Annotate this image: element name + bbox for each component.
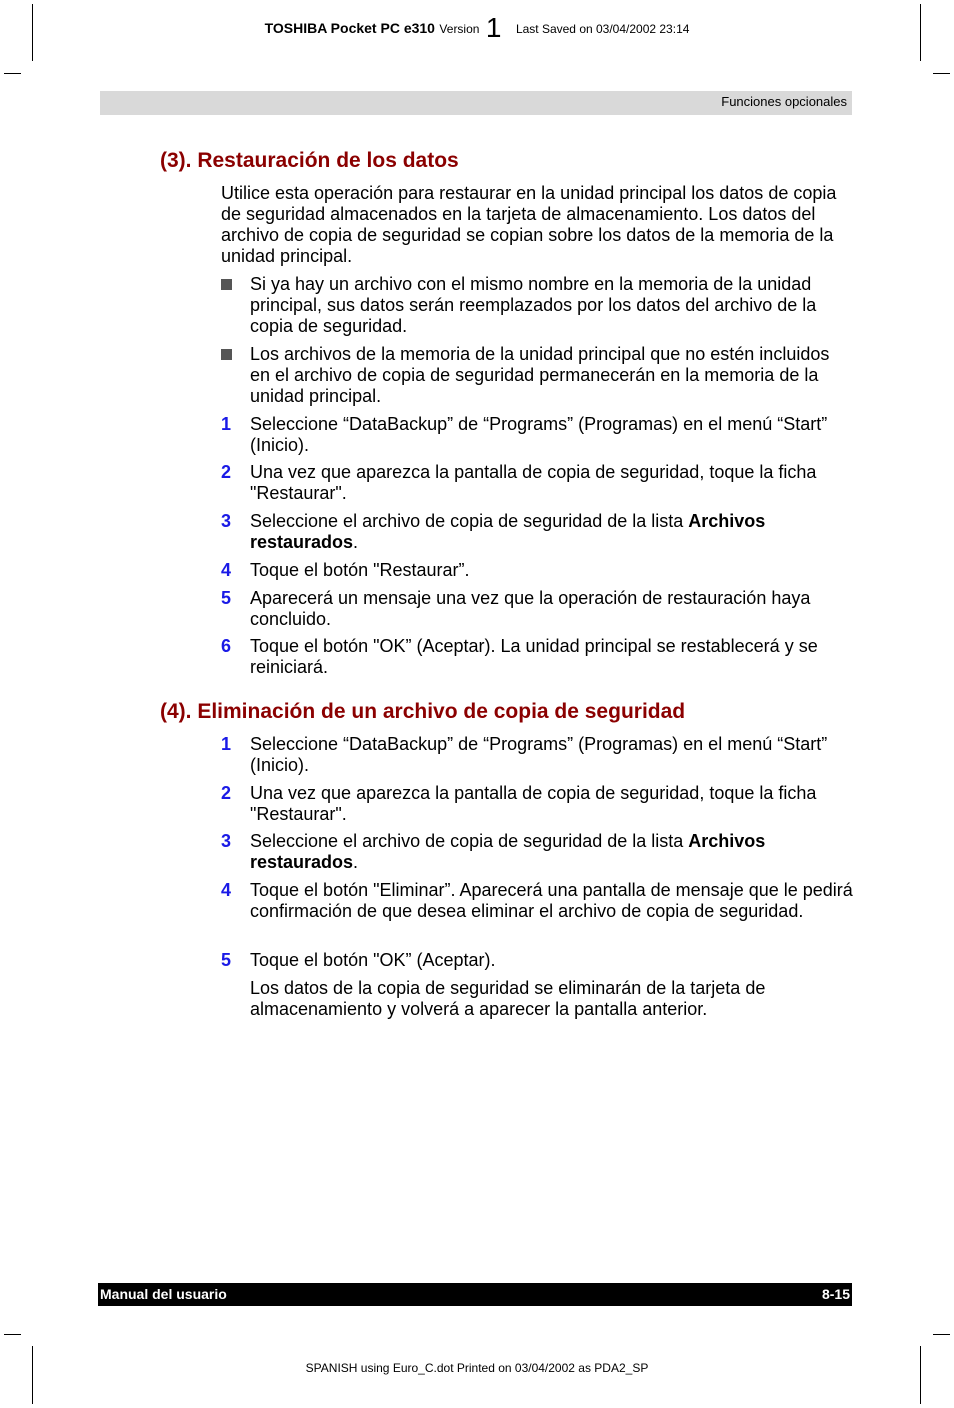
step-number: 2 <box>221 783 232 803</box>
step-number: 1 <box>221 414 232 434</box>
step-item <box>221 462 853 504</box>
list-name: Archivos restaurados <box>250 831 766 872</box>
step-number: 4 <box>221 560 232 580</box>
page-number: 8-15 <box>821 1286 850 1302</box>
crop-mark <box>920 1346 921 1404</box>
step-number: 3 <box>221 511 232 531</box>
step-number: 4 <box>221 880 232 900</box>
bullet-text: Los archivos de la memoria de la unidad principal que no estén incluidos en el archivo de copia de seguridad permanecerán en la memoria de la unidad principal. <box>250 344 830 406</box>
bullet-text: Si ya hay un archivo con el mismo nombre en la memoria de la unidad principal, sus datos serán reemplazados por los datos del archivo de la copia de seguridad. <box>250 274 817 336</box>
last-saved: Last Saved on 03/04/2002 23:14 <box>515 22 690 36</box>
step-item <box>221 560 853 581</box>
step-text: Una vez que aparezca la pantalla de copia de seguridad, toque la ficha "Restaurar". <box>250 783 817 824</box>
step-text: Seleccione “DataBackup” de “Programs” (Programas) en el menú “Start” (Inicio). <box>250 414 828 455</box>
section-4-title: (4). Eliminación de un archivo de copia de seguridad <box>160 700 686 723</box>
square-bullet-icon <box>221 274 241 295</box>
step-number: 5 <box>221 588 232 608</box>
crop-mark <box>4 1334 21 1335</box>
crop-mark <box>32 1346 33 1404</box>
step-item <box>221 950 853 971</box>
step-item <box>221 511 853 553</box>
print-footer: SPANISH using Euro_C.dot Printed on 03/04/2002 as PDA2_SP <box>305 1361 649 1375</box>
version-number: 1 <box>485 12 502 43</box>
bullet-item <box>221 274 853 337</box>
step-item <box>221 880 853 922</box>
step-item <box>221 734 853 776</box>
closing-paragraph: Los datos de la copia de seguridad se eliminarán de la tarjeta de almacenamiento y volverá a aparecer la pantalla anterior. <box>250 978 766 1019</box>
step-item <box>221 636 853 678</box>
step-item <box>221 588 853 630</box>
step-number: 6 <box>221 636 232 656</box>
square-bullet-icon <box>221 344 241 365</box>
list-name: Archivos restaurados <box>250 511 766 552</box>
product-name: TOSHIBA Pocket PC e310 <box>264 20 435 36</box>
step-text: Seleccione el archivo de copia de seguridad de la lista Archivos restaurados. <box>250 511 766 552</box>
step-number: 5 <box>221 950 232 970</box>
running-header-bar <box>100 91 852 115</box>
step-item <box>221 831 853 873</box>
step-text: Seleccione el archivo de copia de seguridad de la lista Archivos restaurados. <box>250 831 766 872</box>
crop-mark <box>933 1334 950 1335</box>
step-text: Una vez que aparezca la pantalla de copia de seguridad, toque la ficha "Restaurar". <box>250 462 817 503</box>
step-text: Toque el botón "Restaurar”. <box>250 560 470 580</box>
step-item <box>221 414 853 456</box>
section-3-title: (3). Restauración de los datos <box>160 149 459 172</box>
step-number: 1 <box>221 734 232 754</box>
step-text: Toque el botón "Eliminar”. Aparecerá una pantalla de mensaje que le pedirá confirmación de que desea eliminar el archivo de copia de seguridad. <box>250 880 853 921</box>
print-header <box>0 14 954 42</box>
step-text: Toque el botón "OK” (Aceptar). <box>250 950 496 970</box>
running-header-label: Funciones opcionales <box>721 94 847 109</box>
step-text: Seleccione “DataBackup” de “Programs” (Programas) en el menú “Start” (Inicio). <box>250 734 828 775</box>
step-text: Aparecerá un mensaje una vez que la operación de restauración haya concluido. <box>250 588 811 629</box>
footer-bar <box>98 1283 852 1306</box>
step-number: 2 <box>221 462 232 482</box>
version-label: Version <box>439 22 480 36</box>
crop-mark <box>933 73 950 74</box>
step-number: 3 <box>221 831 232 851</box>
step-item <box>221 783 853 825</box>
section-3-intro: Utilice esta operación para restaurar en la unidad principal los datos de copia de seguridad almacenados en la tarjeta de almacenamiento. Los datos del archivo de copia de seguridad se copian sobre los datos de la memoria de la unidad principal. <box>221 183 837 266</box>
bullet-item <box>221 344 853 407</box>
step-text: Toque el botón "OK” (Aceptar). La unidad principal se restablecerá y se reiniciará. <box>250 636 818 677</box>
footer-manual-label: Manual del usuario <box>100 1286 227 1302</box>
crop-mark <box>4 73 21 74</box>
